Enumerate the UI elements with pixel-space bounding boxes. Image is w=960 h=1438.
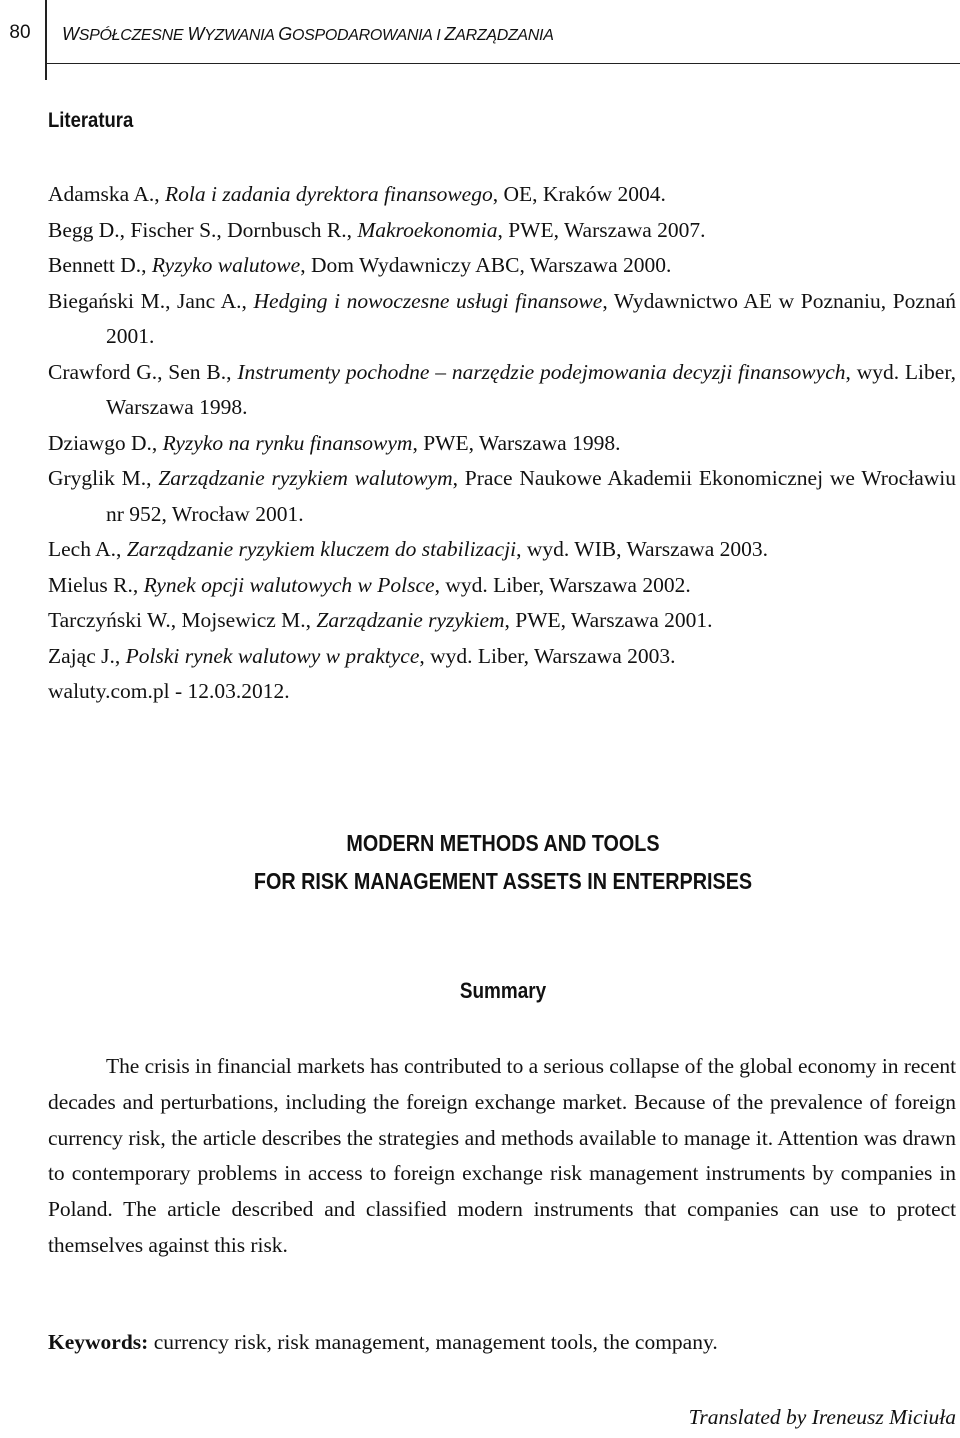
reference-item: Mielus R., Rynek opcji walutowych w Polsce, wyd. Liber, Warszawa 2002. — [48, 572, 691, 597]
header-horizontal-rule — [45, 63, 960, 64]
reference-item: Dziawgo D., Ryzyko na rynku finansowym, PWE, Warszawa 1998. — [48, 430, 621, 455]
reference-item: Begg D., Fischer S., Dornbusch R., Makroekonomia, PWE, Warszawa 2007. — [48, 217, 706, 242]
english-title — [112, 824, 895, 900]
reference-item: Adamska A., Rola i zadania dyrektora finansowego, OE, Kraków 2004. — [48, 182, 666, 206]
reference-item[interactable]: waluty.com.pl - 12.03.2012. — [48, 679, 290, 703]
reference-item: Lech A., Zarządzanie ryzykiem kluczem do stabilizacji, wyd. WIB, Warszawa 2003. — [48, 537, 768, 561]
header-vertical-rule — [45, 0, 47, 80]
reference-item: Gryglik M., Zarządzanie ryzykiem walutowym, Prace Naukowe Akademii Ekonomicznej we Wrocławiu nr 952, Wrocław 2001. — [48, 466, 956, 526]
reference-item: Zając J., Polski rynek walutowy w praktyce, wyd. Liber, Warszawa 2003. — [48, 643, 676, 668]
keywords-list: currency risk, risk management, management tools, the company. — [148, 1330, 718, 1354]
reference-item: Crawford G., Sen B., Instrumenty pochodne – narzędzie podejmowania decyzji finansowych, wyd. Liber, Warszawa 1998. — [48, 359, 956, 419]
translator-credit: Translated by Ireneusz Miciuła — [688, 1405, 956, 1429]
summary-heading: Summary — [459, 978, 547, 1003]
page-number: 80 — [9, 22, 31, 43]
reference-item: Tarczyński W., Mojsewicz M., Zarządzanie ryzykiem, PWE, Warszawa 2001. — [48, 608, 713, 632]
reference-list — [48, 177, 958, 710]
page-header — [0, 0, 960, 80]
abstract-text: The crisis in financial markets has contributed to a serious collapse of the global economy in recent decades and perturbations, including the foreign exchange market. Because of the prevalence of foreign currency risk, the article describes the strategies and methods available to manage it. Attention was drawn to contemporary problems in access to foreign exchange risk management instruments by companies in Poland. The article described and classified modern instruments that companies can use to protect themselves against this risk. — [48, 1054, 956, 1257]
keywords-label: Keywords: — [48, 1330, 149, 1354]
journal-title: WSPÓŁCZESNE WYZWANIA GOSPODAROWANIA I ZARZĄDZANIA — [62, 24, 554, 44]
reference-item: Bennett D., Ryzyko walutowe, Dom Wydawniczy ABC, Warszawa 2000. — [48, 253, 672, 277]
english-title-line-1: MODERN METHODS AND TOOLS — [346, 830, 660, 856]
literature-heading: Literatura — [48, 109, 134, 132]
keywords — [48, 1330, 956, 1355]
english-title-line-2: FOR RISK MANAGEMENT ASSETS IN ENTERPRISES — [253, 868, 753, 894]
reference-item: Biegański M., Janc A., Hedging i nowoczesne usługi finansowe, Wydawnictwo AE w Poznaniu, Poznań 2001. — [48, 288, 957, 348]
